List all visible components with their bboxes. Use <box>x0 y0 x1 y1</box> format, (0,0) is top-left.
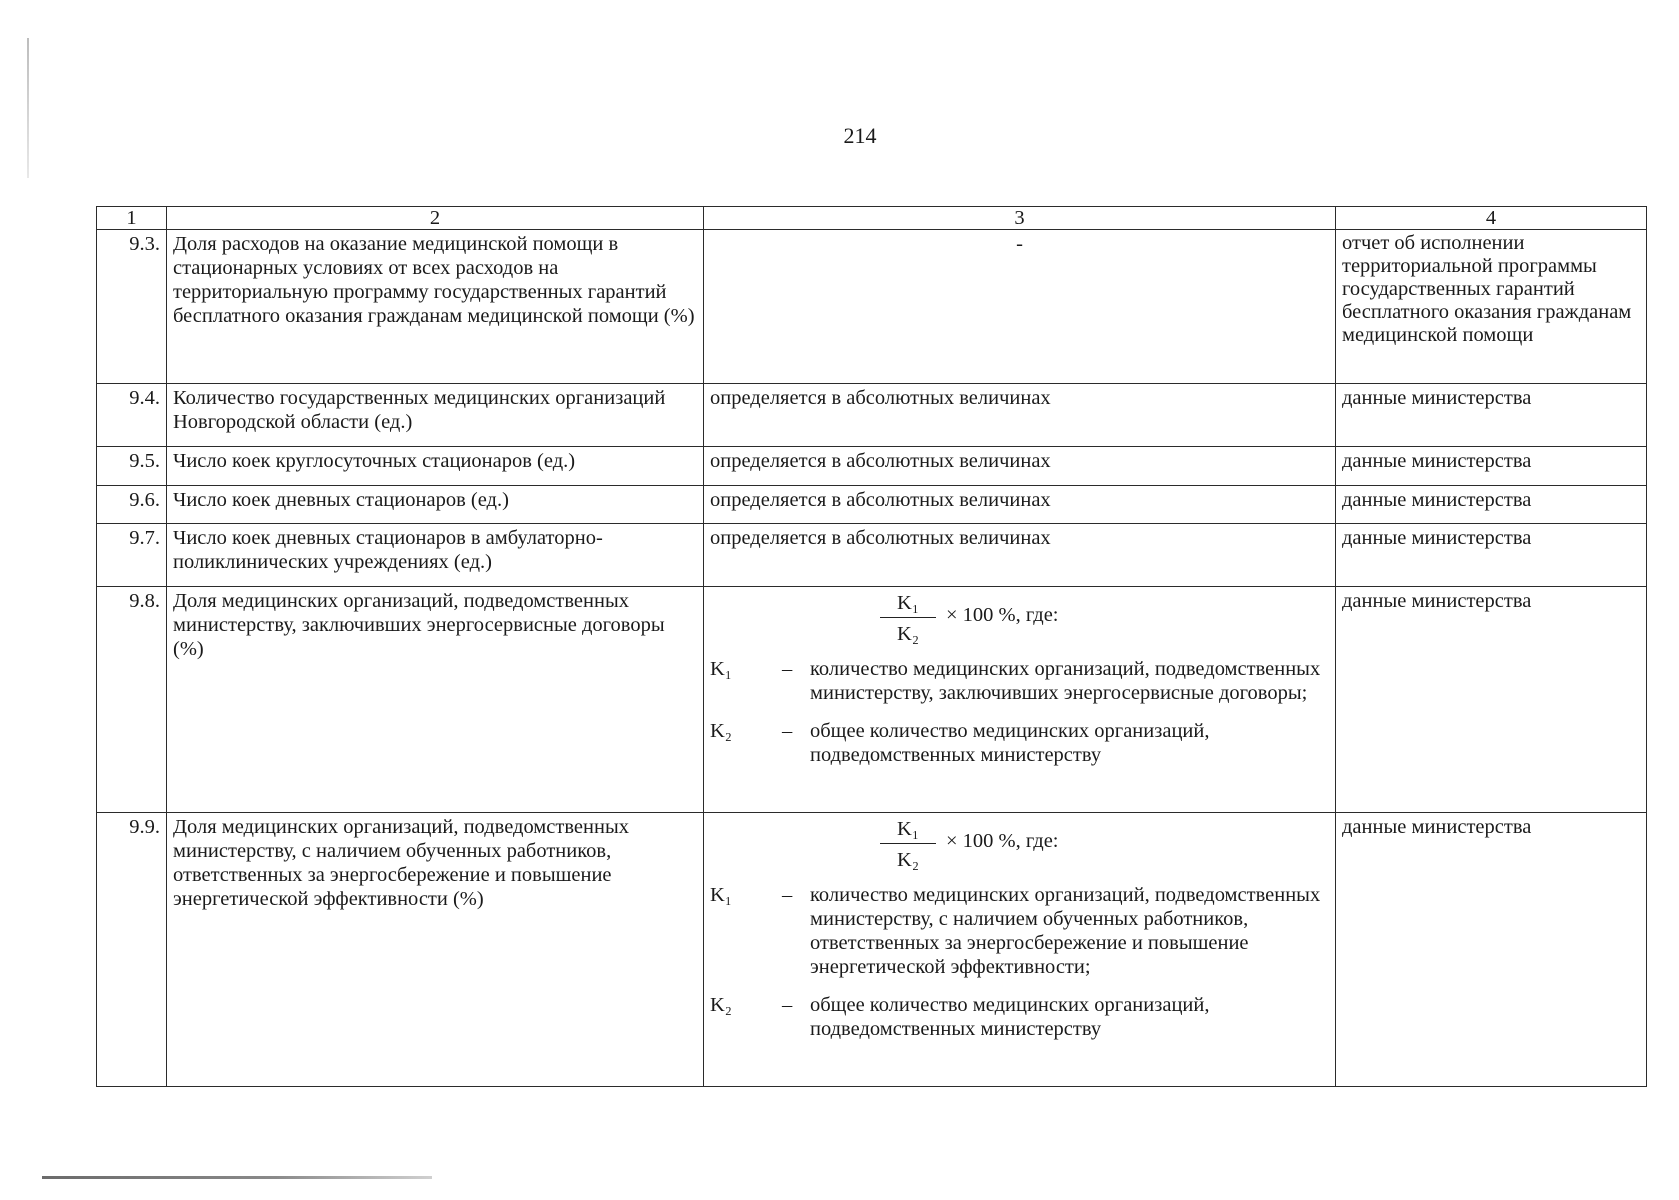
definition-symbol: K₁ <box>710 884 732 906</box>
table-row <box>97 384 1647 447</box>
definition-dash: – <box>782 658 793 680</box>
data-source: данные министерства <box>1336 384 1647 447</box>
indicators-table <box>96 206 1647 1087</box>
definition-text: общее количество медицинских организаций, подведомственных министерству <box>810 720 1210 766</box>
table-row <box>97 813 1647 1087</box>
row-number: 9.6. <box>97 486 167 524</box>
data-source: данные министерства <box>1336 447 1647 486</box>
definition-symbol: K₂ <box>710 994 732 1016</box>
calculation-method: определяется в абсолютных величинах <box>704 486 1336 524</box>
definition-symbol: K₁ <box>710 658 732 680</box>
formula <box>710 589 1329 655</box>
scan-edge-mark <box>27 38 29 178</box>
data-source: данные министерства <box>1336 486 1647 524</box>
page-number: 214 <box>843 123 877 148</box>
header-col-1: 1 <box>97 207 167 230</box>
calculation-method: - <box>704 230 1336 384</box>
formula-tail: × 100 %, где: <box>946 604 1059 626</box>
table-row <box>97 587 1647 813</box>
calculation-method <box>704 813 1336 1087</box>
table-row <box>97 230 1647 384</box>
indicator-name: Число коек круглосуточных стационаров (ед.) <box>167 447 704 486</box>
formula-tail: × 100 %, где: <box>946 830 1059 852</box>
indicator-name: Доля расходов на оказание медицинской помощи в стационарных условиях от всех расходов на территориальную программу государственных гарантий бесплатного оказания гражданам медицинской помощи (%) <box>167 230 704 384</box>
data-source: отчет об исполнении территориальной программы государственных гарантий бесплатного оказания гражданам медицинской помощи <box>1336 230 1647 384</box>
formula-definition <box>710 993 1329 1041</box>
formula-definition <box>710 883 1329 979</box>
formula-definition <box>710 657 1329 705</box>
table-row <box>97 486 1647 524</box>
indicator-name: Доля медицинских организаций, подведомственных министерству, с наличием обученных работников, ответственных за энергосбережение и повышение энергетической эффективности (%) <box>167 813 704 1087</box>
row-number: 9.4. <box>97 384 167 447</box>
table-header-row <box>97 207 1647 230</box>
indicator-name: Количество государственных медицинских организаций Новгородской области (ед.) <box>167 384 704 447</box>
definition-dash: – <box>782 884 793 906</box>
formula-numerator: K₁ <box>880 591 936 618</box>
definition-symbol: K₂ <box>710 720 732 742</box>
table-row <box>97 524 1647 587</box>
calculation-method: определяется в абсолютных величинах <box>704 524 1336 587</box>
formula-denominator: K₂ <box>897 623 919 645</box>
header-col-3: 3 <box>704 207 1336 230</box>
row-number: 9.9. <box>97 813 167 1087</box>
header-col-4: 4 <box>1336 207 1647 230</box>
row-number: 9.3. <box>97 230 167 384</box>
data-source: данные министерства <box>1336 813 1647 1087</box>
fraction <box>880 591 936 646</box>
definition-dash: – <box>782 994 793 1016</box>
formula-numerator: K₁ <box>880 817 936 844</box>
data-source: данные министерства <box>1336 524 1647 587</box>
calculation-method: определяется в абсолютных величинах <box>704 384 1336 447</box>
row-number: 9.5. <box>97 447 167 486</box>
formula-denominator: K₂ <box>897 849 919 871</box>
definition-dash: – <box>782 720 793 742</box>
definition-text: количество медицинских организаций, подведомственных министерству, с наличием обученных работников, ответственных за энергосбережение и повышение энергетической эффективности; <box>810 884 1321 978</box>
fraction <box>880 817 936 872</box>
data-source: данные министерства <box>1336 587 1647 813</box>
table-row <box>97 447 1647 486</box>
scan-edge-mark <box>42 1176 432 1179</box>
formula <box>710 815 1329 881</box>
row-number: 9.7. <box>97 524 167 587</box>
header-col-2: 2 <box>167 207 704 230</box>
calculation-method <box>704 587 1336 813</box>
indicator-name: Доля медицинских организаций, подведомственных министерству, заключивших энергосервисные договоры (%) <box>167 587 704 813</box>
row-number: 9.8. <box>97 587 167 813</box>
definition-text: количество медицинских организаций, подведомственных министерству, заключивших энергосервисные договоры; <box>810 658 1321 704</box>
definition-text: общее количество медицинских организаций, подведомственных министерству <box>810 994 1210 1040</box>
indicator-name: Число коек дневных стационаров (ед.) <box>167 486 704 524</box>
formula-definition <box>710 719 1329 767</box>
calculation-method: определяется в абсолютных величинах <box>704 447 1336 486</box>
indicator-name: Число коек дневных стационаров в амбулаторно-поликлинических учреждениях (ед.) <box>167 524 704 587</box>
